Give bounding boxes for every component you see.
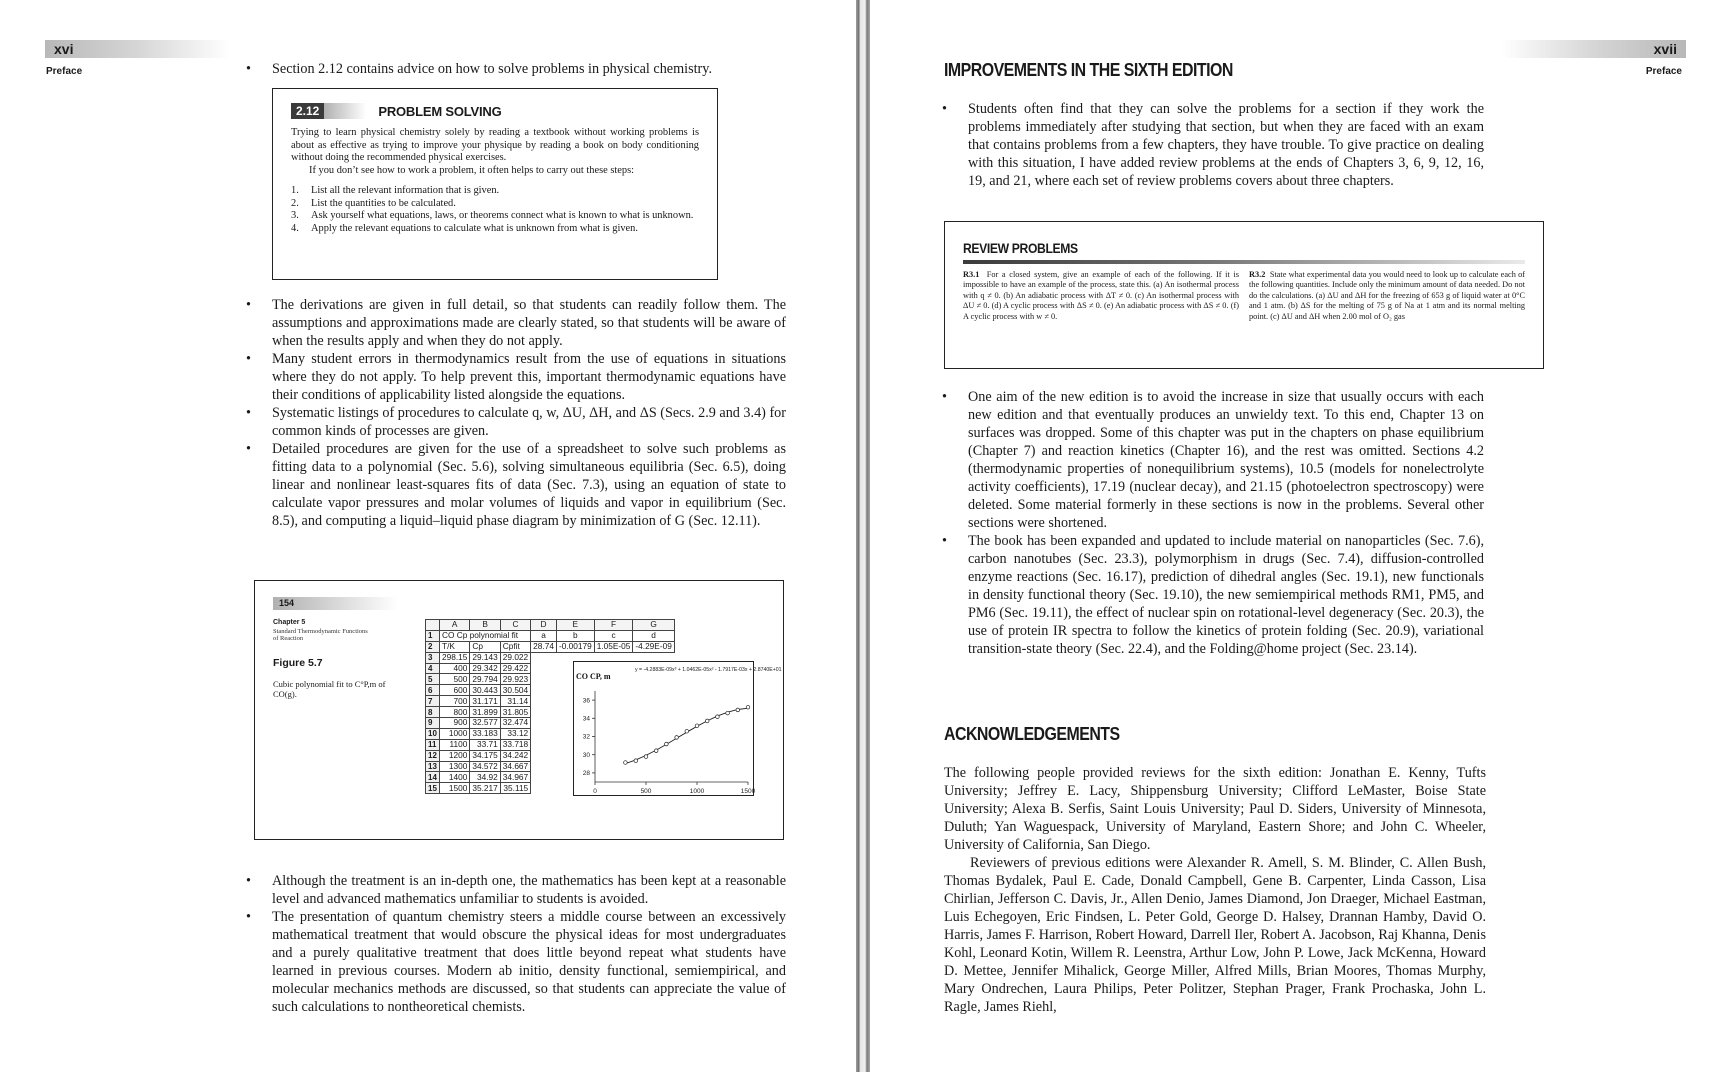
sheet-column-header: A [440, 620, 470, 631]
step-item: 3. Ask yourself what equations, laws, or theorems connect what is known to what is unknown. [291, 210, 694, 221]
step-item: 4. Apply the relevant equations to calculate what is unknown from what is given. [291, 222, 638, 234]
sheet-column-header: C [500, 620, 530, 631]
sheet-row-header: 12 [426, 750, 440, 761]
sheet-column-header: B [470, 620, 500, 631]
sheet-cell: 29.342 [470, 663, 500, 674]
sheet-row-header: 14 [426, 772, 440, 783]
sheet-cell: 31.899 [470, 707, 500, 718]
review-title: REVIEW PROBLEMS [963, 241, 1078, 256]
box-title: PROBLEM SOLVING [378, 103, 502, 119]
bullet-item: • Section 2.12 contains advice on how to solve problems in physical chemistry. [246, 60, 786, 78]
sheet-cell: 600 [440, 685, 470, 696]
sheet-cell: -0.00179 [556, 641, 594, 652]
review-columns [963, 270, 1525, 322]
sheet-row-header: 9 [426, 718, 440, 729]
sheet-cell: 32.577 [470, 718, 500, 729]
bullet-item: • Many student errors in thermodynamics result from the use of equations in situations where they do not apply. To help prevent this, important thermodynamic equations have their conditions of applicability listed alongside the equations. [246, 350, 786, 404]
sheet-column-header: D [531, 620, 557, 631]
equation-label: y = -4.2883E-09x³ + 1.0462E-05x² - 1.7917E-03x + 2.8740E+01 [635, 667, 782, 673]
ack-paragraph: Reviewers of previous editions were Alexander R. Amell, S. M. Blinder, C. Allen Bush, Thomas Bydalek, Paul E. Cade, Donald Campbell, Gene B. Carpenter, Linda Casson, Lisa Chirlian, Jefferson C. Davis, Jr., Allen Denio, James Diamond, Jon Draeger, Michael Eastman, Luis Echegoyen, Eric Findsen, L. Peter Gold, George D. Halsey, Drannan Hamby, David O. Harris, James F. Harrison, Robert Howard, Darrell Iler, Robert A. Jacobson, Raj Khanna, Denis Kohl, Leonard Kotin, Willem R. Leenstra, Arthur Low, John P. Lowe, Jack McKenna, Howard D. Mettee, Jennifer Mihalick, George Miller, Alfred Mills, Brian Moores, Thomas Murphy, Mary Ondrechen, Laura Philips, Peter Politzer, Stephan Prager, Frank Prochaska, John L. Ragle, James Riehl, [944, 855, 1486, 1015]
sheet-cell: 35.217 [470, 783, 500, 794]
page-number: xvii [1501, 40, 1686, 58]
sheet-cell: 800 [440, 707, 470, 718]
sheet-row-header: 5 [426, 674, 440, 685]
sheet-cell: 30.443 [470, 685, 500, 696]
x-tick-label: 1000 [689, 788, 705, 795]
ack-paragraph: The following people provided reviews for the sixth edition: Jonathan E. Kenny, Tufts University; Jeffrey E. Lacy, Shippensburg University; Clifford LeMaster, Boise State University; Alexa B. Serfis, Saint Louis University; Paul D. Siders, University of Minnesota, Duluth; Yan Waguespack, University of Maryland, Eastern Shore; and John C. Wheeler, University of California, San Diego. [944, 765, 1486, 853]
sheet-row-header: 7 [426, 696, 440, 707]
y-tick-label: 28 [582, 770, 590, 778]
review-problems-box [944, 221, 1544, 369]
sheet-row-header: 1 [426, 630, 440, 641]
box-paragraph: Trying to learn physical chemistry solely by reading a textbook without working problems is about as effective as trying to improve your physique by reading a book on body conditioning without doing the recommended physical exercises. [291, 127, 699, 163]
sheet-cell: -4.29E-09 [633, 641, 674, 652]
bullet-item: • The derivations are given in full detail, so that students can readily follow them. The assumptions and approximations made are clearly stated, so that students will be aware of when the results apply and when they do not apply. [246, 296, 786, 350]
y-tick-label: 34 [582, 715, 590, 723]
x-tick-label: 1500 [740, 788, 756, 795]
sheet-cell: Cp [470, 641, 500, 652]
bullet-item: • The book has been expanded and updated to include material on nanoparticles (Sec. 7.6), carbon nanotubes (Sec. 23.3), polymorphism in drugs (Sec. 7.4), diffusion-controlled enzyme reactions (Sec. 16.17), prediction of dihedral angles (Sec. 19.1), new functionals in density functional theory (Sec. 19.10), the new semiempirical methods RM1, PM5, and PM6 (Sec. 19.11), the effect of nuclear spin on rotational-level degeneracy (Sec. 20.3), the use of protein IR spectra to follow the kinetics of protein folding (Sec. 20.9), variational transition-state theory (Sec. 22.4), and the Folding@home project (Sec. 23.14). [942, 532, 1484, 658]
sheet-column-header: F [594, 620, 633, 631]
y-tick-label: 32 [582, 733, 590, 741]
sheet-cell: 298.15 [440, 652, 470, 663]
bullet-item: • Students often find that they can solve the problems for a section if they work the problems immediately after studying that section, but when they are faced with an exam that contains problems from a few chapters, they have trouble. To give practice on dealing with this situation, I have added review problems at the ends of Chapters 3, 6, 9, 12, 16, 19, and 21, where each set of review problems covers about three chapters. [942, 100, 1484, 190]
figure-page-number: 154 [273, 597, 398, 610]
step-item: 2. List the quantities to be calculated. [291, 197, 456, 209]
sheet-cell: 33.183 [470, 728, 500, 739]
sheet-cell: 29.794 [470, 674, 500, 685]
review-problem: R3.1 For a closed system, give an example of each of the following. If it is impossible to have an example of the process, state this. (a) An isothermal process with q ≠ 0. (b) An adiabatic process with ΔT ≠ 0. (c) An isothermal process with ΔU ≠ 0. (d) A cyclic process with ΔS ≠ 0. (e) An adiabatic process with ΔS ≠ 0. (f) A cyclic process with w ≠ 0. [963, 270, 1239, 321]
sheet-cell: 29.923 [500, 674, 530, 685]
sheet-row-header: 11 [426, 739, 440, 750]
sheet-cell: 400 [440, 663, 470, 674]
page-number: xvi [45, 40, 230, 58]
sheet-cell: 700 [440, 696, 470, 707]
x-tick-label: 500 [640, 788, 652, 795]
sheet-cell: d [633, 630, 674, 641]
figure-chapter-title: Standard Thermodynamic Functions of Reaction [273, 628, 368, 642]
step-item: 1. List all the relevant information that is given. [291, 185, 500, 196]
review-problem: R3.2 State what experimental data you would need to look up to calculate each of the following quantities. Include only the minimum amount of data needed. Do not do the calculations. (a) ΔU and ΔH for the freezing of 653 g of liquid water at 0°C and 1 atm. (b) ΔS for the melting of 75 g of Na at 1 atm and its normal melting point. (c) ΔU and ΔH when 2.00 mol of O₂ gas [1249, 270, 1525, 321]
sheet-cell: 34.175 [470, 750, 500, 761]
sheet-cell: 28.74 [531, 641, 557, 652]
sheet-cell: 1500 [440, 783, 470, 794]
sheet-cell: CO Cp polynomial fit [440, 630, 531, 641]
sheet-cell: 34.967 [500, 772, 530, 783]
y-tick-label: 36 [582, 697, 590, 705]
sheet-cell: 1.05E-05 [594, 641, 633, 652]
sheet-cell: 31.14 [500, 696, 530, 707]
sheet-cell: Cpfit [500, 641, 530, 652]
running-head: Preface [46, 66, 83, 77]
bullet-item: • One aim of the new edition is to avoid the increase in size that usually occurs with each new edition and that eventually produces an unwieldy text. To this end, Chapter 13 on surfaces was dropped. Some of this chapter was put in the chapters on phase equilibrium (Chapter 7) and reaction kinetics (Chapter 16), and the rest was omitted. Sections 4.2 (thermodynamic properties of nonequilibrium systems), 10.5 (models for nonelectrolyte activity coefficients), 17.19 (nuclear decay), and 21.15 (photoelectron spectroscopy) were deleted. Some material formerly in these sections is now in the problems. Several other sections were shortened. [942, 388, 1484, 532]
figure-label: Figure 5.7 [273, 657, 323, 669]
sheet-column-header: G [633, 620, 674, 631]
figure-chapter: Chapter 5 [273, 619, 306, 626]
sheet-cell: c [594, 630, 633, 641]
sheet-cell: 30.504 [500, 685, 530, 696]
bullet-list-bottom [942, 388, 1484, 658]
sheet-cell: 1400 [440, 772, 470, 783]
sheet-cell: 31.805 [500, 707, 530, 718]
sheet-row-header: 3 [426, 652, 440, 663]
sheet-cell: 33.71 [470, 739, 500, 750]
section-heading: ACKNOWLEDGEMENTS [944, 723, 1120, 744]
sheet-cell: T/K [440, 641, 470, 652]
sheet-cell: 32.474 [500, 718, 530, 729]
sheet-cell: 31.171 [470, 696, 500, 707]
sheet-row-header: 13 [426, 761, 440, 772]
sheet-row-header: 4 [426, 663, 440, 674]
sheet-row-header: 15 [426, 783, 440, 794]
sheet-column-header: E [556, 620, 594, 631]
bullet-item: • Systematic listings of procedures to calculate q, w, ΔU, ΔH, and ΔS (Secs. 2.9 and 3.4) for common kinds of processes are given. [246, 404, 786, 440]
figure-caption: Cubic polynomial fit to C°P,m of CO(g). [273, 679, 386, 699]
sheet-cell: b [556, 630, 594, 641]
sheet-row-header: 10 [426, 728, 440, 739]
sheet-cell: 1100 [440, 739, 470, 750]
sheet-cell: 33.718 [500, 739, 530, 750]
sheet-cell: 35.115 [500, 783, 530, 794]
sheet-cell: 900 [440, 718, 470, 729]
sheet-row-header: 6 [426, 685, 440, 696]
acknowledgements-text [944, 764, 1486, 1016]
section-heading: IMPROVEMENTS IN THE SIXTH EDITION [944, 59, 1233, 80]
bullet-item: • Although the treatment is an in-depth one, the mathematics has been kept at a reasonable level and advanced mathematics unfamiliar to students is avoided. [246, 872, 786, 908]
sheet-cell: 34.667 [500, 761, 530, 772]
sheet-row-header: 8 [426, 707, 440, 718]
sheet-cell: 34.572 [470, 761, 500, 772]
x-tick-label: 0 [593, 788, 597, 795]
box-paragraph: If you don’t see how to work a problem, it often helps to carry out these steps: [309, 164, 635, 176]
sheet-row-header: 2 [426, 641, 440, 652]
sheet-cell: 29.143 [470, 652, 500, 663]
sheet-cell: 29.022 [500, 652, 530, 663]
bullet-item: • The presentation of quantum chemistry steers a middle course between an excessively mathematical treatment that would obscure the physical ideas for most undergraduates and a purely qualitative treatment that does little beyond repeat what students have learned in previous courses. Modern ab initio, density functional, semiempirical, and molecular mechanics methods are discussed, so that students can appreciate the value of such calculations to nontheoretical chemists. [246, 908, 786, 1016]
running-head: Preface [1645, 66, 1682, 77]
sheet-cell: a [531, 630, 557, 641]
sheet-cell: 1200 [440, 750, 470, 761]
sheet-cell: 1000 [440, 728, 470, 739]
section-number: 2.12 [291, 103, 324, 119]
y-axis-label: CO CP, m [576, 672, 611, 681]
sheet-cell: 29.422 [500, 663, 530, 674]
bullet-list-top [942, 100, 1484, 190]
sheet-cell: 33.12 [500, 728, 530, 739]
bullet-item: • Detailed procedures are given for the use of a spreadsheet to solve such problems as fitting data to a polynomial (Sec. 5.6), solving simultaneous equilibria (Sec. 6.5), doing linear and nonlinear least-squares fits of data (Sec. 7.3), using an equation of state to calculate vapor pressures and molar volumes of liquids and vapor in equilibrium (Sec. 8.5), and computing a liquid–liquid phase diagram by minimization of G (Sec. 12.11). [246, 440, 786, 530]
sheet-cell: 500 [440, 674, 470, 685]
sheet-cell: 34.242 [500, 750, 530, 761]
y-tick-label: 30 [582, 751, 590, 759]
sheet-cell: 34.92 [470, 772, 500, 783]
review-title-bar [963, 260, 1525, 264]
sheet-cell: 1300 [440, 761, 470, 772]
